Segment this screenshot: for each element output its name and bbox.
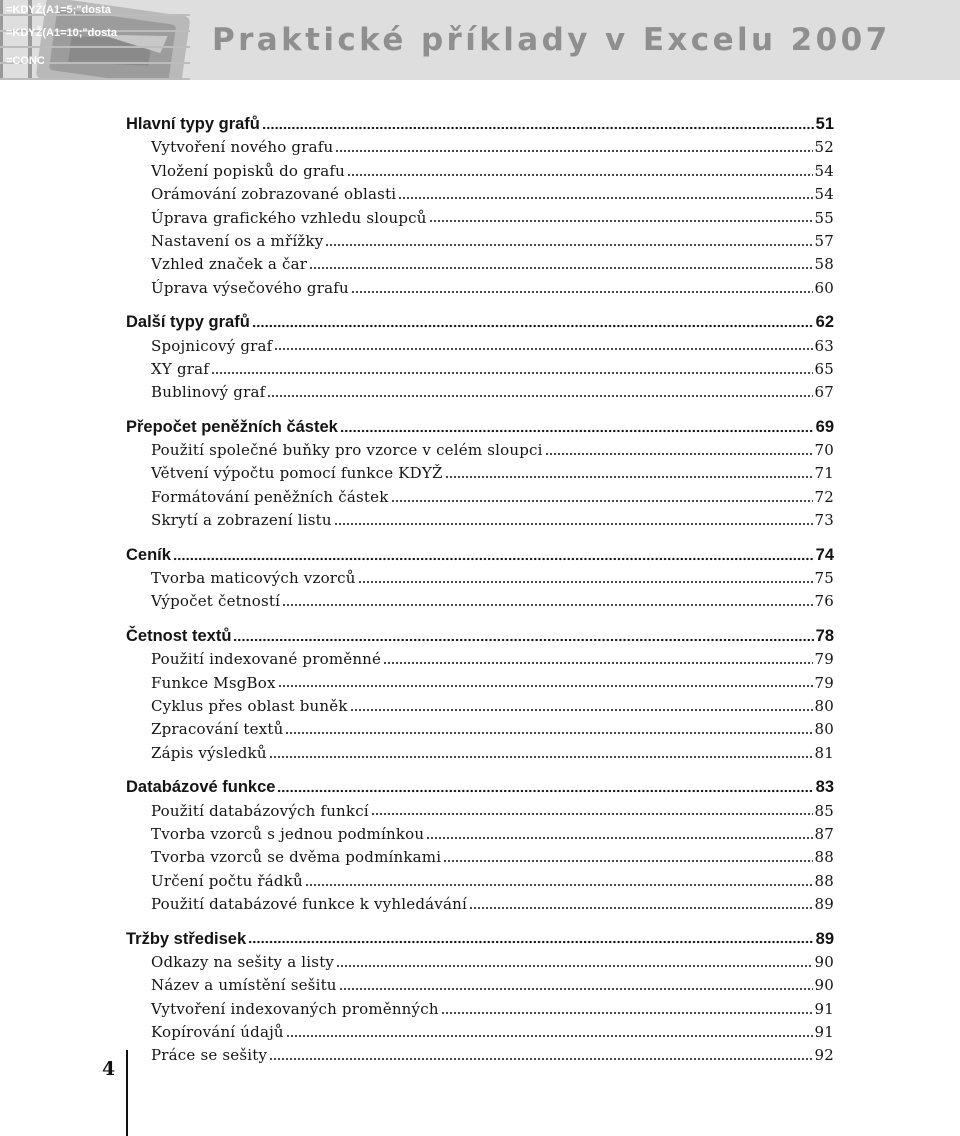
dot-leader [429, 219, 813, 224]
chapter-title: Databázové funkce [126, 778, 276, 797]
section-title: Název a umístění sešitu [151, 976, 337, 995]
section-title: Zpracování textů [151, 720, 284, 739]
section-entry[interactable] [126, 381, 834, 404]
section-entry[interactable] [126, 823, 834, 846]
section-page: 52 [814, 138, 834, 157]
dot-leader [441, 1010, 813, 1015]
dot-leader [233, 637, 813, 642]
section-entry[interactable] [126, 742, 834, 765]
section-entry[interactable] [126, 439, 834, 462]
dot-leader [269, 754, 813, 759]
section-entry[interactable] [126, 1021, 834, 1044]
section-page: 72 [814, 487, 834, 506]
logo-formula-line-1: =KDYŽ(A1=5;"dosta [6, 4, 111, 16]
toc-chapter [126, 311, 834, 405]
section-entry[interactable] [126, 672, 834, 695]
section-title: Výpočet četností [151, 592, 281, 611]
section-entry[interactable] [126, 893, 834, 916]
dot-leader [545, 451, 813, 456]
section-page: 88 [814, 871, 834, 890]
dot-leader [252, 324, 814, 329]
section-page: 79 [814, 650, 834, 669]
section-title: Kopírování údajů [151, 1023, 284, 1042]
section-entry[interactable] [126, 358, 834, 381]
dot-leader [443, 859, 812, 864]
section-page: 60 [814, 278, 834, 297]
chapter-page: 74 [815, 545, 834, 564]
dot-leader [211, 370, 812, 375]
section-entry[interactable] [126, 590, 834, 613]
section-page: 80 [814, 696, 834, 715]
chapter-title: Tržby středisek [126, 929, 247, 948]
section-entry[interactable] [126, 695, 834, 718]
section-page: 57 [814, 231, 834, 250]
section-page: 55 [814, 208, 834, 227]
section-page: 90 [814, 952, 834, 971]
toc-chapter [126, 113, 834, 300]
section-page: 73 [814, 511, 834, 530]
dot-leader [305, 882, 813, 887]
section-title: Cyklus přes oblast buněk [151, 696, 348, 715]
section-page: 70 [814, 441, 834, 460]
page-margin-rule [126, 1050, 128, 1136]
dot-leader [358, 579, 813, 584]
section-title: Tvorba vzorců se dvěma podmínkami [151, 848, 442, 867]
section-page: 92 [814, 1046, 834, 1065]
section-title: Určení počtu řádků [151, 871, 303, 890]
dot-leader [398, 196, 812, 201]
book-title: Praktické příklady v Excelu 2007 [212, 22, 891, 58]
chapter-page: 83 [815, 778, 834, 797]
section-title: Vytvoření indexovaných proměnných [151, 999, 439, 1018]
dot-leader [371, 812, 813, 817]
section-page: 79 [814, 673, 834, 692]
dot-leader [267, 394, 812, 399]
chapter-title: Přepočet peněžních částek [126, 417, 338, 436]
section-title: Formátování peněžních částek [151, 487, 389, 506]
section-entry[interactable] [126, 718, 834, 741]
chapter-title: Ceník [126, 545, 171, 564]
section-page: 81 [814, 743, 834, 762]
chapter-page: 78 [815, 626, 834, 645]
section-title: Zápis výsledků [151, 743, 267, 762]
toc-chapter [126, 416, 834, 533]
section-entry[interactable] [126, 277, 834, 300]
dot-leader [325, 242, 812, 247]
section-page: 54 [814, 161, 834, 180]
section-page: 58 [814, 255, 834, 274]
chapter-entry[interactable] [126, 776, 834, 799]
chapter-title: Četnost textů [126, 626, 232, 645]
chapter-entry[interactable] [126, 544, 834, 567]
section-entry[interactable] [126, 160, 834, 183]
section-title: Odkazy na sešity a listy [151, 952, 335, 971]
section-entry[interactable] [126, 136, 834, 159]
section-title: XY graf [151, 359, 210, 378]
dot-leader [335, 149, 812, 154]
section-entry[interactable] [126, 335, 834, 358]
table-of-contents [126, 113, 834, 1068]
chapter-entry[interactable] [126, 928, 834, 951]
chapter-page: 89 [815, 929, 834, 948]
section-page: 87 [814, 824, 834, 843]
dot-leader [269, 1057, 812, 1062]
section-page: 89 [814, 895, 834, 914]
section-entry[interactable] [126, 998, 834, 1021]
section-title: Vložení popisků do grafu [151, 161, 346, 180]
section-entry[interactable] [126, 509, 834, 532]
section-title: Použití společné buňky pro vzorce v celém sloupci [151, 441, 543, 460]
section-title: Použití databázových funkcí [151, 801, 369, 820]
chapter-entry[interactable] [126, 311, 834, 334]
section-page: 65 [814, 359, 834, 378]
section-page: 91 [814, 999, 834, 1018]
dot-leader [173, 556, 814, 561]
dot-leader [340, 428, 814, 433]
section-entry[interactable] [126, 974, 834, 997]
dot-leader [347, 172, 812, 177]
section-title: Práce se sešity [151, 1046, 268, 1065]
section-page: 85 [814, 801, 834, 820]
chapter-entry[interactable] [126, 113, 834, 136]
section-entry[interactable] [126, 183, 834, 206]
dot-leader [469, 906, 813, 911]
section-entry[interactable] [126, 846, 834, 869]
section-title: Tvorba vzorců s jednou podmínkou [151, 824, 425, 843]
section-title: Použití databázové funkce k vyhledávání [151, 895, 467, 914]
dot-leader [383, 661, 812, 666]
chapter-entry[interactable] [126, 416, 834, 439]
chapter-page: 51 [815, 115, 834, 133]
dot-leader [391, 498, 813, 503]
page-number: 4 [102, 1058, 116, 1080]
section-entry[interactable] [126, 870, 834, 893]
section-page: 71 [814, 464, 834, 483]
section-page: 88 [814, 848, 834, 867]
section-title: Úprava výsečového grafu [151, 278, 349, 297]
section-entry[interactable] [126, 1044, 834, 1067]
dot-leader [426, 835, 812, 840]
dot-leader [262, 125, 814, 130]
chapter-title: Hlavní typy grafů [126, 115, 260, 133]
section-entry[interactable] [126, 462, 834, 485]
section-entry[interactable] [126, 253, 834, 276]
section-entry[interactable] [126, 207, 834, 230]
logo-formula-line-3: =CONC [6, 55, 45, 67]
chapter-page: 69 [815, 417, 834, 436]
section-title: Spojnicový graf [151, 336, 273, 355]
section-title: Vytvoření nového grafu [151, 138, 334, 157]
section-title: Větvení výpočtu pomocí funkce KDYŽ [151, 464, 443, 483]
excel-formula-logo [0, 0, 190, 80]
chapter-entry[interactable] [126, 625, 834, 648]
section-title: Funkce MsgBox [151, 673, 276, 692]
chapter-title: Další typy grafů [126, 313, 250, 332]
running-header [0, 0, 960, 80]
dot-leader [339, 987, 813, 992]
dot-leader [351, 289, 813, 294]
toc-chapter [126, 776, 834, 916]
section-page: 76 [814, 592, 834, 611]
section-entry[interactable] [126, 230, 834, 253]
chapter-page: 62 [815, 313, 834, 332]
dot-leader [277, 789, 813, 794]
section-entry[interactable] [126, 800, 834, 823]
section-page: 80 [814, 720, 834, 739]
section-title: Bublinový graf [151, 383, 266, 402]
dot-leader [274, 347, 812, 352]
section-title: Orámování zobrazované oblasti [151, 185, 397, 204]
section-title: Tvorba maticových vzorců [151, 569, 356, 588]
dot-leader [286, 1033, 813, 1038]
section-page: 63 [814, 336, 834, 355]
dot-leader [309, 266, 812, 271]
section-title: Skrytí a zobrazení listu [151, 511, 332, 530]
dot-leader [285, 731, 812, 736]
section-page: 54 [814, 185, 834, 204]
section-title: Použití indexované proměnné [151, 650, 382, 669]
dot-leader [334, 522, 813, 527]
dot-leader [336, 963, 812, 968]
section-page: 90 [814, 976, 834, 995]
section-title: Vzhled značek a čar [151, 255, 308, 274]
section-page: 91 [814, 1023, 834, 1042]
section-page: 67 [814, 383, 834, 402]
toc-chapter [126, 544, 834, 614]
toc-chapter [126, 928, 834, 1068]
section-entry[interactable] [126, 648, 834, 671]
section-title: Úprava grafického vzhledu sloupců [151, 208, 427, 227]
section-entry[interactable] [126, 486, 834, 509]
dot-leader [282, 603, 812, 608]
toc-chapter [126, 625, 834, 765]
dot-leader [350, 707, 813, 712]
dot-leader [445, 475, 813, 480]
section-entry[interactable] [126, 567, 834, 590]
dot-leader [248, 940, 814, 945]
section-page: 75 [814, 569, 834, 588]
section-entry[interactable] [126, 951, 834, 974]
logo-formula-line-2: =KDYŽ(A1=10;"dosta [6, 27, 117, 39]
dot-leader [278, 684, 813, 689]
section-title: Nastavení os a mřížky [151, 231, 324, 250]
